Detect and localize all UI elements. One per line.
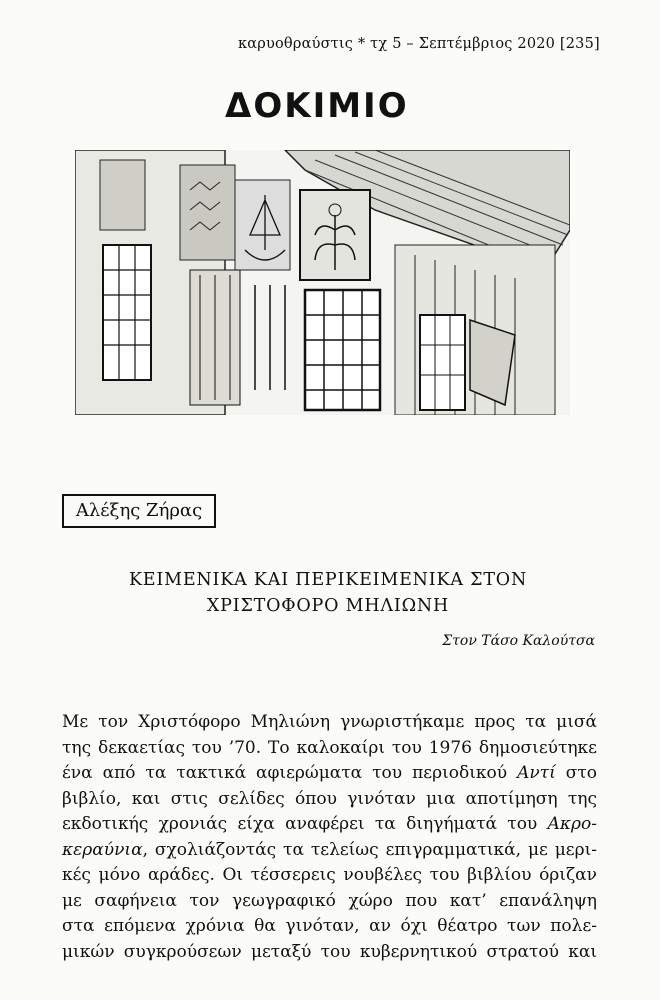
article-title-line-2: ΧΡΙΣΤΟΦΟΡΟ ΜΗΛΙΩΝΗ [206,596,450,616]
author-name: Αλέξης Ζήρας [62,494,216,528]
body-line: εκδοτικής χρονιάς είχα αναφέρει τα διηγήματά του Ακρο- [62,814,597,834]
dedication: Στον Τάσο Καλούτσα [442,633,595,649]
body-line: στα επόμενα χρόνια θα γινόταν, αν όχι θέατρο των πολε- [62,916,597,936]
section-title: ΔΟΚΙΜΙΟ [225,86,409,126]
body-line: με σαφήνεια τον γεωγραφικό χώρο που κατ’ επανάληψη [62,890,597,911]
italic-akro: Ακρο- [547,814,597,834]
body-line: βιβλίο, και στις σελίδες όπου γινόταν μια αποτίμηση της [62,788,597,809]
italic-anti: Αντί [517,763,556,783]
running-head: καρυοθραύστις * τχ 5 – Σεπτέμβριος 2020 [235] [238,36,600,52]
body-line: Με τον Χριστόφορο Μηλιώνη γνωριστήκαμε προς τα μισά [62,712,597,732]
article-title-line-1: ΚΕΙΜΕΝΙΚΑ ΚΑΙ ΠΕΡΙΚΕΙΜΕΝΙΚΑ ΣΤΟΝ [128,570,528,590]
body-line: ένα από τα τακτικά αφιερώματα του περιοδικού Αντί στο [62,763,597,783]
article-title [60,567,596,619]
body-line: κές μόνο αράδες. Οι τέσσερεις νουβέλες του βιβλίου όριζαν [62,865,597,885]
article-body [62,710,597,965]
body-line: μικών συγκρούσεων μεταξύ του κυβερνητικού στρατού και [62,941,597,962]
house-illustration [75,150,570,415]
italic-keraunia: κεραύνια [62,839,143,860]
body-line: της δεκαετίας του ’70. Το καλοκαίρι του 1976 δημοσιεύτηκε [62,737,597,758]
body-line: κεραύνια, σχολιάζοντάς τα τελείως επιγραμματικά, με μερι- [62,839,597,860]
